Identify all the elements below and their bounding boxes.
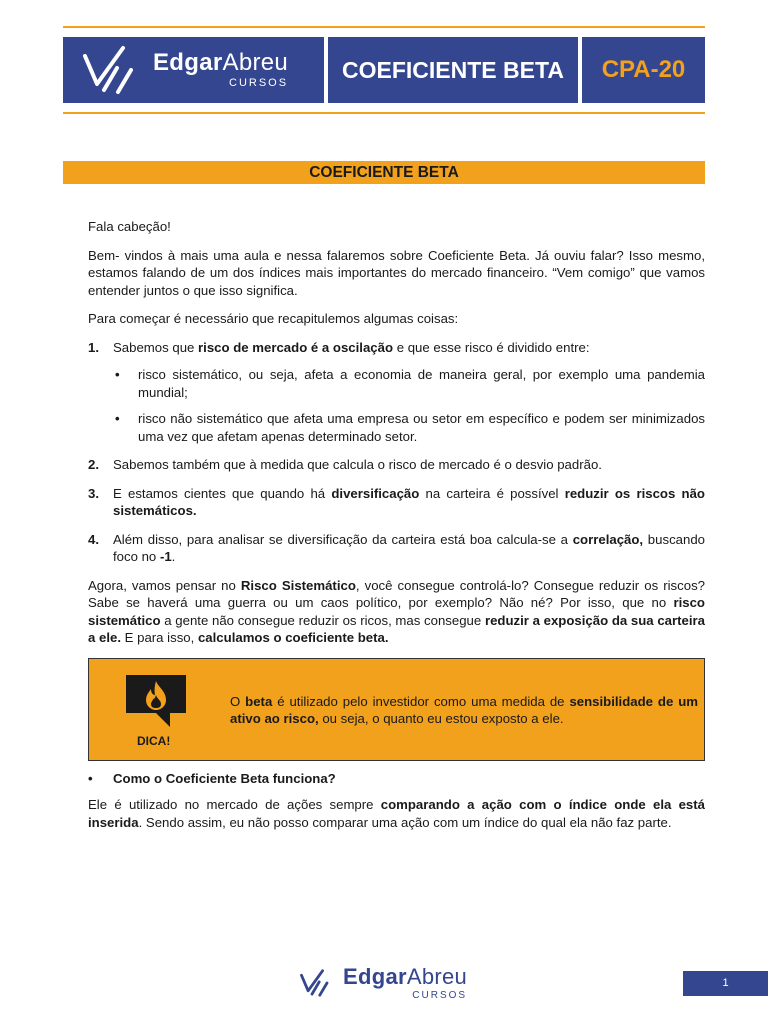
- bold-run: Risco Sistemático: [240, 577, 356, 593]
- list-item-number: 3.: [88, 485, 99, 501]
- item-text: na carteira é possível: [419, 485, 565, 501]
- logo-name-light: Abreu: [222, 49, 289, 76]
- question-heading: [88, 770, 705, 788]
- item-text: Sabemos também que à medida que calcula o risco de mercado é o desvio padrão.: [113, 457, 602, 472]
- text-run: , você consegue controlá-lo? Consegue reduzir os riscos? Sabe se haverá uma guerra ou um caos político, por exemplo? Não né? Por isso, que no: [88, 577, 705, 610]
- document-body: [88, 218, 705, 842]
- question-text: Como o Coeficiente Beta funciona?: [113, 770, 336, 786]
- footer-logo: [297, 962, 467, 1004]
- text-run: é utilizado pelo investidor como uma medida de: [272, 693, 570, 709]
- bold-run: comparando a ação com o índice onde ela está inserida: [88, 797, 705, 830]
- section-title: COEFICIENTE BETA: [63, 161, 705, 184]
- bold-run: reduzir a exposição da sua carteira a ele.: [88, 612, 705, 645]
- item-bold-text: reduzir os riscos não sistemáticos.: [113, 485, 705, 518]
- item-bold-text: diversificação: [331, 485, 420, 501]
- logo-name-bold: Edgar: [153, 49, 223, 76]
- tip-text: [230, 693, 698, 728]
- list-item: [88, 456, 705, 474]
- item-bold-text: risco de mercado é a oscilação: [198, 339, 394, 355]
- bullet-text: risco não sistemático que afeta uma empresa ou setor em específico e podem ser minimizados uma vez que afetam apenas determinado setor.: [138, 411, 705, 444]
- text-run: a gente não consegue reduzir os ricos, mas consegue: [160, 612, 485, 628]
- logo-name-bold: Edgar: [343, 963, 407, 989]
- final-paragraph: [88, 796, 705, 831]
- list-item: [113, 366, 705, 401]
- text-run: Agora, vamos pensar no: [88, 577, 241, 593]
- header-code: CPA-20: [582, 37, 705, 103]
- logo-text: [153, 51, 288, 89]
- bullet-icon: •: [115, 411, 120, 426]
- bold-run: beta: [245, 693, 273, 709]
- flame-speech-bubble-icon: [124, 673, 188, 729]
- text-run: O: [230, 693, 246, 709]
- bold-run: sensibilidade de um ativo ao risco,: [230, 693, 698, 726]
- systematic-risk-paragraph: [88, 577, 705, 647]
- bullet-icon: •: [115, 367, 120, 382]
- logo-sub: CURSOS: [412, 989, 468, 1001]
- item-text: e que esse risco é dividido entre:: [393, 339, 590, 355]
- list-item: [113, 410, 705, 445]
- text-run: Ele é utilizado no mercado de ações sempre: [88, 797, 381, 812]
- list-item: [88, 339, 705, 446]
- tip-label: DICA!: [137, 733, 171, 748]
- bold-run: risco sistemático: [88, 595, 705, 628]
- bold-run: calculamos o coeficiente beta.: [197, 630, 389, 645]
- item-text: buscando foco no: [113, 531, 705, 564]
- intro-paragraph: Bem- vindos à mais uma aula e nessa falaremos sobre Coeficiente Beta. Já ouviu falar? Isso mesmo, estamos falando de um dos índices mais importantes do mercado financeiro. “Vem comigo” que vamos entender juntos o que isso significa.: [88, 247, 705, 298]
- bullet-icon: •: [88, 770, 93, 786]
- footer-logo-text: [343, 963, 468, 1001]
- list-item: [88, 531, 705, 566]
- item-bold-text: -1: [159, 549, 172, 564]
- header-bottom-rule: [63, 112, 705, 114]
- text-run: E para isso,: [121, 630, 198, 645]
- recap-list: [88, 339, 705, 566]
- list-item-number: 1.: [88, 339, 99, 355]
- list-item: [88, 485, 705, 520]
- greeting: Fala cabeção!: [88, 219, 171, 234]
- page-number: 1: [683, 971, 768, 996]
- risk-types-list: [113, 366, 705, 445]
- text-run: . Sendo assim, eu não posso comparar uma ação com um índice do qual ela não faz parte.: [138, 814, 672, 830]
- item-text: E estamos cientes que quando há: [113, 485, 332, 501]
- header-title: COEFICIENTE BETA: [328, 37, 578, 103]
- item-text: Sabemos que: [113, 339, 199, 355]
- bullet-text: risco sistemático, ou seja, afeta a economia de maneira geral, por exemplo uma pandemia mundial;: [138, 367, 705, 400]
- text-run: ou seja, o quanto eu estou exposto a ele.: [318, 711, 564, 726]
- item-bold-text: correlação,: [572, 531, 644, 547]
- list-item-number: 2.: [88, 457, 99, 472]
- header-logo-box: [63, 37, 324, 103]
- list-item-number: 4.: [88, 531, 99, 547]
- logo-sub: CURSOS: [229, 77, 289, 89]
- header-top-rule: [63, 26, 705, 28]
- edgar-abreu-logo-icon: [77, 40, 149, 100]
- tip-box: [88, 658, 705, 761]
- edgar-abreu-logo-icon: [297, 962, 337, 1004]
- logo-name-light: Abreu: [406, 963, 468, 989]
- lead-paragraph: Para começar é necessário que recapitulemos algumas coisas:: [88, 311, 459, 326]
- item-text: .: [171, 549, 176, 564]
- item-text: Além disso, para analisar se diversificação da carteira está boa calcula-se a: [113, 531, 573, 547]
